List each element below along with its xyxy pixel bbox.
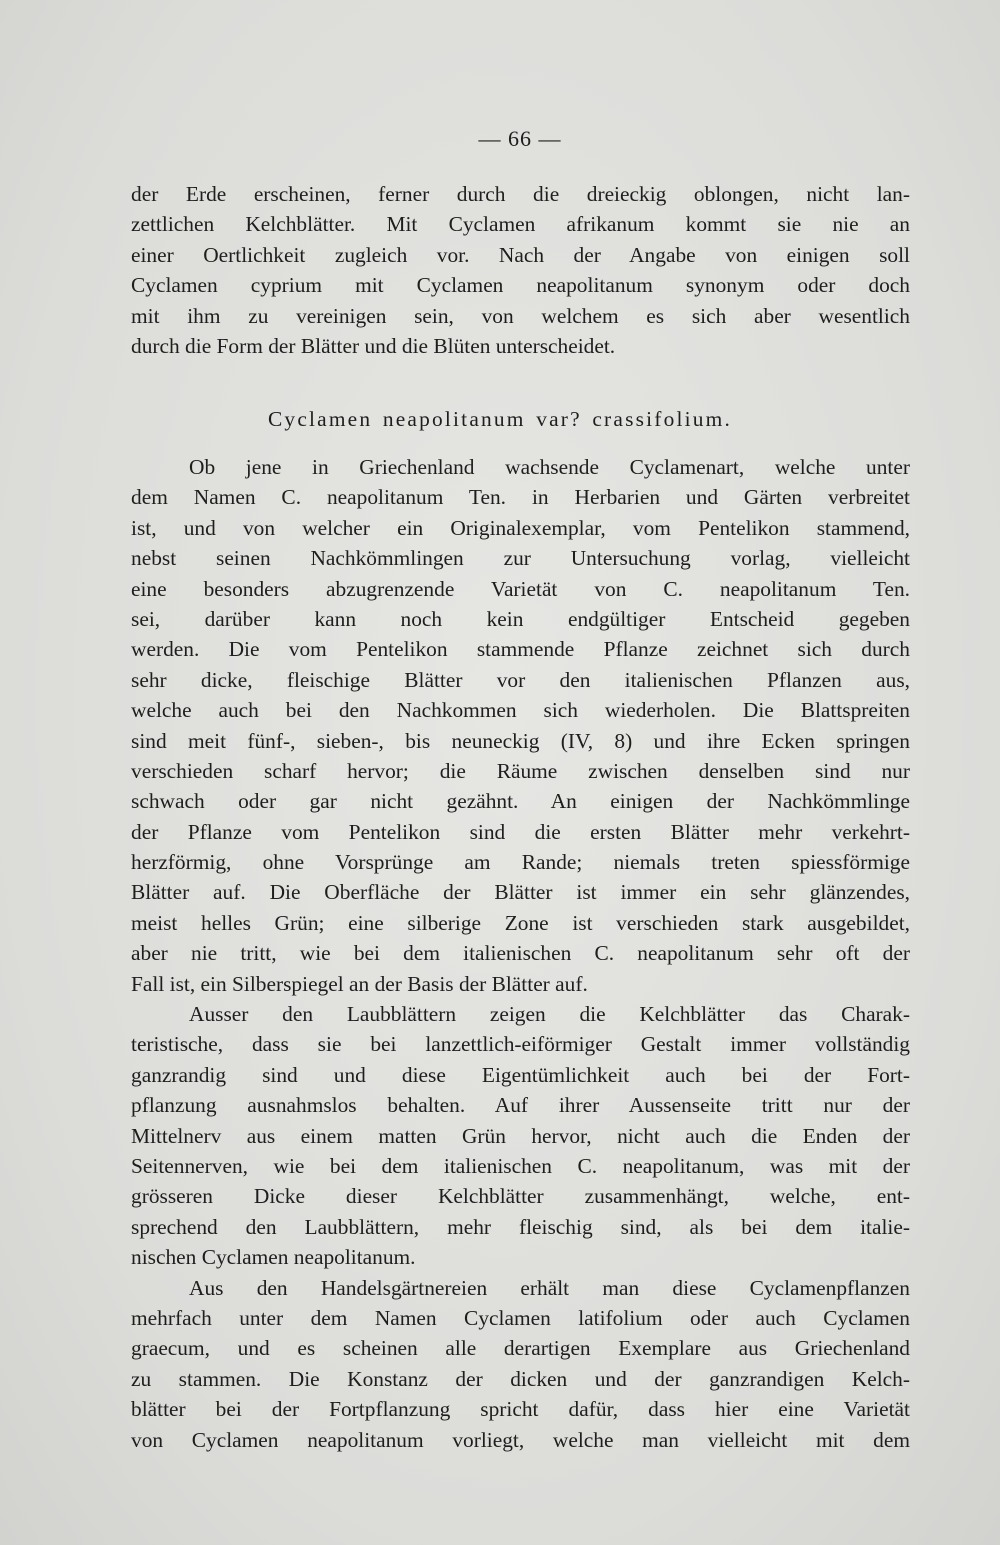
text-line: herzförmig, ohne Vorsprünge am Rande; niemals treten spiessförmige <box>131 850 910 875</box>
text-line: sprechend den Laubblättern, mehr fleischig sind, als bei dem italie- <box>131 1214 910 1239</box>
text-line: nischen Cyclamen neapolitanum. <box>131 1245 416 1270</box>
text-line: Ob jene in Griechenland wachsende Cyclamenart, welche unter <box>189 455 910 479</box>
text-line: der Pflanze vom Pentelikon sind die ersten Blätter mehr verkehrt- <box>131 819 910 844</box>
text-line: einer Oertlichkeit zugleich vor. Nach der Angabe von einigen soll <box>131 242 910 267</box>
text-line: sind meit fünf-, sieben-, bis neuneckig (IV, 8) und ihre Ecken springen <box>131 728 910 753</box>
paragraph-intro <box>131 179 910 361</box>
text-line: dem Namen C. neapolitanum Ten. in Herbarien und Gärten verbreitet <box>131 485 910 510</box>
text-line: aber nie tritt, wie bei dem italienischen C. neapolitanum sehr oft der <box>131 941 910 966</box>
text-line: schwach oder gar nicht gezähnt. An einigen der Nachkömmlinge <box>131 789 910 814</box>
text-line: Aus den Handelsgärtnereien erhält man diese Cyclamenpflanzen <box>189 1275 910 1300</box>
text-line: der Erde erscheinen, ferner durch die dreieckig oblongen, nicht lan- <box>131 182 910 206</box>
text-line: meist helles Grün; eine silberige Zone ist verschieden stark ausgebildet, <box>131 910 910 935</box>
text-line: Mittelnerv aus einem matten Grün hervor, nicht auch die Enden der <box>131 1123 910 1148</box>
text-line: nebst seinen Nachkömmlingen zur Untersuchung vorlag, vielleicht <box>131 546 910 571</box>
text-line: grösseren Dicke dieser Kelchblätter zusammenhängt, welche, ent- <box>131 1184 910 1209</box>
text-line: mit ihm zu vereinigen sein, von welchem es sich aber wesentlich <box>131 303 910 328</box>
text-line: Blätter auf. Die Oberfläche der Blätter ist immer ein sehr glänzendes, <box>131 880 910 905</box>
text-line: durch die Form der Blätter und die Blüten unterscheidet. <box>131 333 616 358</box>
text-line: von Cyclamen neapolitanum vorliegt, welche man vielleicht mit dem <box>131 1427 910 1452</box>
text-line: ist, und von welcher ein Originalexemplar, vom Pentelikon stammend, <box>131 515 910 540</box>
text-line: Cyclamen cyprium mit Cyclamen neapolitanum synonym oder doch <box>131 273 910 298</box>
text-line: Fall ist, ein Silberspiegel an der Basis der Blätter auf. <box>131 971 588 996</box>
body-text <box>131 452 910 1455</box>
text-line: verschieden scharf hervor; die Räume zwischen denselben sind nur <box>131 758 910 783</box>
text-line: sehr dicke, fleischige Blätter vor den italienischen Pflanzen aus, <box>131 667 910 692</box>
text-line: Seitennerven, wie bei dem italienischen C. neapolitanum, was mit der <box>131 1153 910 1178</box>
text-line: mehrfach unter dem Namen Cyclamen latifolium oder auch Cyclamen <box>131 1305 910 1330</box>
text-line: werden. Die vom Pentelikon stammende Pflanze zeichnet sich durch <box>131 637 910 662</box>
section-heading: Cyclamen neapolitanum var? crassifolium. <box>267 407 733 431</box>
page-number: — 66 — <box>478 126 562 151</box>
text-line: zu stammen. Die Konstanz der dicken und der ganzrandigen Kelch- <box>131 1366 910 1391</box>
text-line: graecum, und es scheinen alle derartigen Exemplare aus Griechenland <box>131 1336 910 1361</box>
text-line: Ausser den Laubblättern zeigen die Kelchblätter das Charak- <box>189 1002 910 1027</box>
text-line: sei, darüber kann noch kein endgültiger Entscheid gegeben <box>131 606 910 631</box>
text-line: eine besonders abzugrenzende Varietät von C. neapolitanum Ten. <box>131 576 910 601</box>
text-line: pflanzung ausnahmslos behalten. Auf ihrer Aussenseite tritt nur der <box>131 1093 910 1118</box>
text-line: welche auch bei den Nachkommen sich wiederholen. Die Blattspreiten <box>131 698 910 723</box>
text-line: zettlichen Kelchblätter. Mit Cyclamen afrikanum kommt sie nie an <box>131 212 910 237</box>
text-line: teristische, dass sie bei lanzettlich-eiförmiger Gestalt immer vollständig <box>131 1032 910 1057</box>
text-line: ganzrandig sind und diese Eigentümlichkeit auch bei der Fort- <box>131 1062 910 1087</box>
text-line: blätter bei der Fortpflanzung spricht dafür, dass hier eine Varietät <box>131 1397 910 1422</box>
